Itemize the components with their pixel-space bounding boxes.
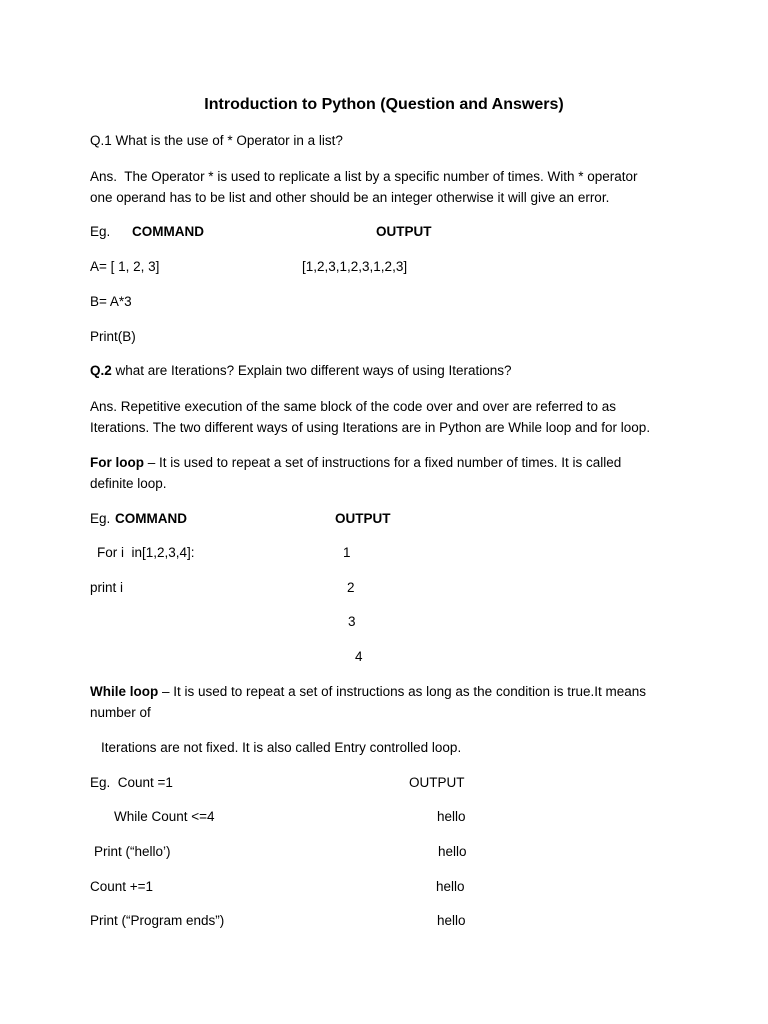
for-command-header (115, 508, 187, 529)
while-code-line-1: While Count <=4 (114, 809, 215, 824)
q1-question: Q.1 What is the use of * Operator in a list? (90, 133, 343, 148)
while-code-line-2: Print (“hello’) (94, 844, 171, 859)
while-eg-line: Eg. Count =1 (90, 775, 173, 790)
q1-output-value: [1,2,3,1,2,3,1,2,3] (302, 259, 408, 274)
q1-command-header (132, 221, 204, 242)
while-output-1: hello (437, 809, 466, 824)
while-output-3: hello (436, 879, 465, 894)
for-output-header-text: OUTPUT (335, 511, 391, 526)
q2-answer-line-1: Ans. Repetitive execution of the same block of the code over and over are referred to as (90, 399, 617, 414)
while-code-line-3: Count +=1 (90, 879, 154, 894)
for-code-line-2: print i (90, 580, 124, 595)
for-output-2: 2 (347, 580, 355, 595)
for-loop-label: For loop (90, 455, 144, 470)
for-loop-text-line-2: definite loop. (90, 476, 167, 491)
q1-code-line-3: Print(B) (90, 329, 136, 344)
while-loop-label: While loop (90, 684, 159, 699)
for-output-3: 3 (348, 614, 356, 629)
q2-question (90, 360, 512, 381)
q2-answer-line-2: Iterations. The two different ways of using Iterations are in Python are While loop and for loop. (90, 420, 651, 435)
for-loop-description: – It is used to repeat a set of instructions for a fixed number of times. It is called (144, 455, 622, 470)
while-loop-text-line-2: number of (90, 705, 151, 720)
while-loop-text-line-1 (90, 681, 646, 702)
for-output-1: 1 (343, 545, 351, 560)
q1-command-header-text: COMMAND (132, 224, 204, 239)
q2-question-text: what are Iterations? Explain two different ways of using Iterations? (111, 363, 512, 378)
q2-label: Q.2 (90, 363, 112, 378)
q1-code-line-1: A= [ 1, 2, 3] (90, 259, 160, 274)
q1-eg-label: Eg. (90, 224, 111, 239)
for-eg-label: Eg. (90, 511, 111, 526)
while-loop-text-line-3: Iterations are not fixed. It is also called Entry controlled loop. (101, 740, 462, 755)
q1-output-header-text: OUTPUT (376, 224, 432, 239)
while-output-header: OUTPUT (409, 775, 465, 790)
while-loop-description: – It is used to repeat a set of instructions as long as the condition is true.It means (158, 684, 647, 699)
for-code-line-1: For i in[1,2,3,4]: (97, 545, 195, 560)
q1-answer-line-1: Ans. The Operator * is used to replicate a list by a specific number of times. With * operator (90, 169, 638, 184)
q1-output-header (376, 221, 432, 242)
for-output-header (335, 508, 391, 529)
for-command-header-text: COMMAND (115, 511, 187, 526)
q1-answer-line-2: one operand has to be list and other should be an integer otherwise it will give an error. (90, 190, 610, 205)
while-output-4: hello (437, 913, 466, 928)
for-output-4: 4 (355, 649, 363, 664)
while-code-line-4: Print (“Program ends”) (90, 913, 225, 928)
while-output-2: hello (438, 844, 467, 859)
for-loop-text-line-1 (90, 452, 621, 473)
q1-code-line-2: B= A*3 (90, 294, 132, 309)
page-title: Introduction to Python (Question and Answers) (204, 96, 564, 113)
